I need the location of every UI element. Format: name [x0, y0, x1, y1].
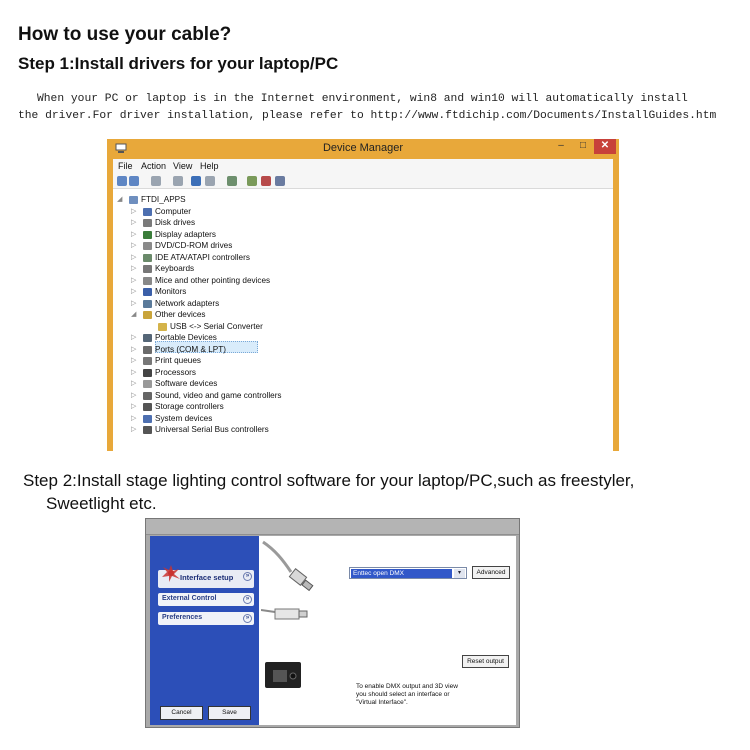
info-line-3: "Virtual Interface". — [356, 699, 408, 706]
device-icon — [143, 242, 152, 250]
instructions-line-2: the driver.For driver installation, please refer to http://www.ftdichip.com/Documents/InstallGuides.htm — [18, 110, 717, 122]
info-line-1: To enable DMX output and 3D view — [356, 683, 458, 690]
info-text — [356, 683, 486, 707]
device-icon — [143, 208, 152, 216]
device-manager-titlebar[interactable] — [107, 139, 619, 159]
device-manager-content — [113, 159, 613, 451]
chevron-down-icon: » — [243, 614, 252, 623]
software-window — [145, 518, 520, 728]
step2-title-line1: Step 2:Install stage lighting control software for your laptop/PC,such as freestyler, — [23, 471, 635, 490]
external-control-label: External Control — [162, 595, 217, 602]
software-titlebar — [146, 519, 519, 535]
device-icon — [143, 334, 152, 342]
software-sidebar — [150, 536, 259, 725]
device-icon — [143, 403, 152, 411]
menu-help[interactable]: Help — [200, 161, 219, 171]
device-tree — [113, 191, 613, 451]
device-icon — [143, 254, 152, 262]
reset-output-button[interactable]: Reset output — [462, 655, 509, 668]
collapse-arrow-icon[interactable]: ◢ — [131, 311, 137, 318]
expand-arrow-icon[interactable]: ▷ — [131, 288, 137, 295]
properties-icon[interactable] — [173, 176, 183, 186]
device-icon — [143, 231, 152, 239]
interface-setup-toggle[interactable] — [240, 570, 254, 584]
minimize-button[interactable]: – — [558, 140, 564, 151]
device-icon — [158, 323, 167, 331]
device-manager-window — [107, 139, 619, 451]
device-icon — [143, 219, 152, 227]
expand-arrow-icon[interactable]: ▷ — [131, 403, 137, 410]
device-icon — [143, 426, 152, 434]
expand-arrow-icon[interactable]: ▷ — [131, 391, 137, 399]
tree-item-label: Ports (COM & LPT) — [155, 344, 226, 354]
device-icon — [143, 346, 152, 354]
tree-item-label: USB <-> Serial Converter — [170, 321, 263, 331]
expand-arrow-icon[interactable]: ▷ — [131, 230, 137, 238]
forward-icon[interactable] — [129, 176, 139, 186]
dmx-cable-image — [261, 604, 311, 628]
tree-item-label: Display adapters — [155, 229, 216, 239]
device-icon — [143, 380, 152, 388]
show-hide-icon[interactable] — [151, 176, 161, 186]
expand-arrow-icon[interactable]: ▷ — [131, 426, 137, 433]
expand-arrow-icon[interactable]: ▷ — [131, 380, 137, 387]
view-icon[interactable] — [205, 176, 215, 186]
maximize-button[interactable]: □ — [579, 140, 587, 151]
menu-action[interactable]: Action — [141, 161, 167, 171]
computer-icon — [129, 196, 138, 204]
cancel-button[interactable]: Cancel — [160, 706, 203, 720]
help-icon[interactable] — [191, 176, 201, 186]
close-button[interactable]: ✕ — [594, 139, 616, 154]
scan-icon[interactable] — [227, 176, 237, 186]
device-icon — [143, 300, 152, 308]
update-driver-icon[interactable] — [247, 176, 257, 186]
dmx-interface-image — [263, 658, 303, 692]
expand-arrow-icon[interactable]: ▷ — [131, 299, 137, 307]
tree-item-label: System devices — [155, 413, 213, 423]
device-icon — [143, 277, 152, 285]
step2-title-line2: Sweetlight etc. — [46, 494, 157, 513]
device-manager-title: Device Manager — [322, 142, 404, 154]
expand-arrow-icon[interactable]: ▷ — [131, 334, 137, 341]
tree-item-label: Portable Devices — [155, 333, 217, 342]
expand-arrow-icon[interactable]: ▷ — [131, 219, 137, 226]
tree-item-label: Other devices — [155, 310, 206, 319]
expand-arrow-icon[interactable]: ▷ — [131, 265, 137, 272]
device-icon — [143, 392, 152, 400]
instructions-line-1: When your PC or laptop is in the Internet environment, win8 and win10 will automatically install — [37, 93, 688, 105]
tree-item-label: Sound, video and game controllers — [155, 390, 282, 400]
device-icon — [143, 357, 152, 365]
advanced-button[interactable]: Advanced — [472, 566, 510, 579]
device-icon — [143, 415, 152, 423]
tree-item-label: Processors — [155, 367, 196, 377]
interface-select[interactable] — [349, 567, 467, 579]
software-main-panel — [259, 536, 516, 725]
device-icon — [143, 265, 152, 273]
expand-arrow-icon[interactable]: ▷ — [131, 357, 137, 364]
tree-item-label: Monitors — [155, 287, 187, 296]
expand-arrow-icon[interactable]: ▷ — [131, 368, 137, 376]
step1-instructions — [18, 91, 748, 125]
step1-title: Step 1:Install drivers for your laptop/PC — [18, 54, 339, 73]
tree-item-label: Universal Serial Bus controllers — [155, 425, 269, 434]
interface-select-value: Enttec open DMX — [351, 569, 452, 578]
external-control-button[interactable] — [158, 593, 254, 606]
toolbar — [113, 173, 613, 189]
tree-item-label: Keyboards — [155, 264, 195, 273]
tree-item-label: Network adapters — [155, 298, 220, 308]
tree-item-label: Mice and other pointing devices — [155, 275, 271, 285]
tree-item-label: Computer — [155, 206, 191, 216]
menu-view[interactable]: View — [173, 161, 193, 171]
preferences-button[interactable] — [158, 612, 254, 625]
expand-arrow-icon[interactable]: ▷ — [131, 345, 137, 353]
logo-icon — [160, 563, 182, 583]
tree-item-label: Disk drives — [155, 218, 196, 227]
tree-item-label: Print queues — [155, 356, 201, 365]
expand-arrow-icon[interactable]: ▷ — [131, 242, 137, 249]
usb-cable-image — [261, 538, 319, 600]
chevron-down-icon: » — [243, 595, 252, 604]
device-icon — [143, 369, 152, 377]
uninstall-icon[interactable] — [275, 176, 285, 186]
info-line-2: you should select an interface or — [356, 691, 450, 698]
expand-arrow-icon[interactable]: ▷ — [131, 207, 137, 215]
tree-item-label: Software devices — [155, 379, 218, 388]
collapse-arrow-icon[interactable]: ◢ — [117, 196, 123, 203]
interface-setup-label[interactable]: Interface setup — [180, 573, 234, 582]
disable-icon[interactable] — [261, 176, 271, 186]
preferences-label: Preferences — [162, 614, 203, 621]
tree-item-label: DVD/CD-ROM drives — [155, 241, 233, 250]
tree-item-label: Storage controllers — [155, 402, 224, 411]
tree-item-label: IDE ATA/ATAPI controllers — [155, 252, 250, 262]
menu-bar — [113, 159, 613, 173]
expand-arrow-icon[interactable]: ▷ — [131, 253, 137, 261]
back-icon[interactable] — [117, 176, 127, 186]
chevron-down-icon[interactable]: ▾ — [454, 569, 465, 578]
menu-file[interactable]: File — [118, 161, 133, 171]
expand-arrow-icon[interactable]: ▷ — [131, 276, 137, 284]
device-icon — [143, 288, 152, 296]
device-icon — [143, 311, 152, 319]
page-heading: How to use your cable? — [18, 24, 232, 45]
tree-root-label: FTDI_APPS — [141, 195, 186, 204]
chevron-down-icon: » — [243, 572, 252, 581]
save-button[interactable]: Save — [208, 706, 251, 720]
expand-arrow-icon[interactable]: ▷ — [131, 414, 137, 422]
